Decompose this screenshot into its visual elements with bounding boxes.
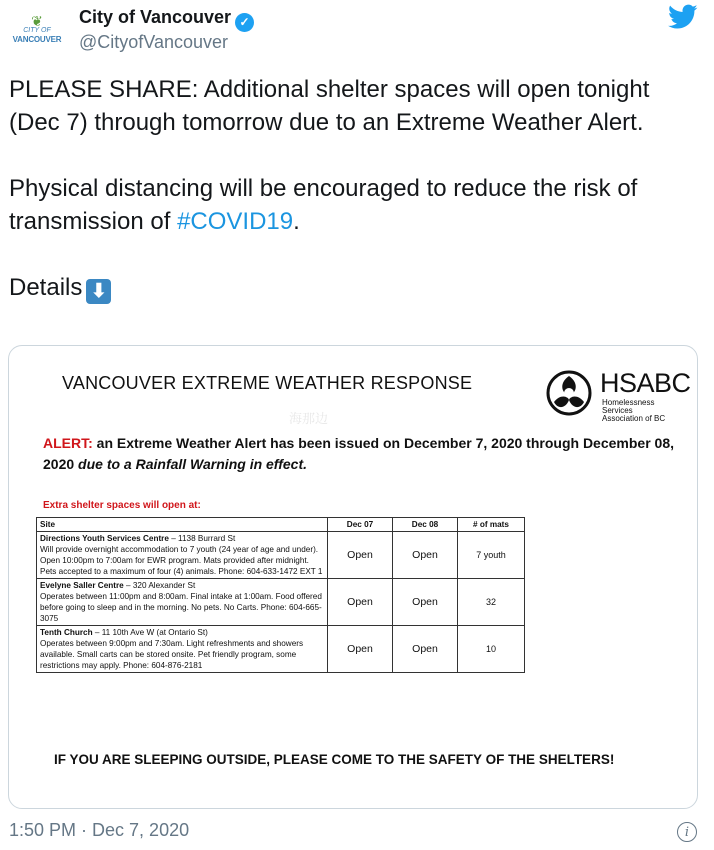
- alert-text: [43, 433, 683, 475]
- attached-image[interactable]: [8, 345, 698, 809]
- hsabc-logo: [546, 368, 691, 423]
- tweet-timestamp[interactable]: 1:50 PM · Dec 7, 2020: [9, 820, 190, 840]
- site-cell: [37, 532, 328, 579]
- dec08-cell: Open: [393, 579, 458, 626]
- alert-label: ALERT:: [43, 435, 93, 451]
- site-details: Will provide overnight accommodation to 7 youth (24 year of age and under). Open 10:00pm to 7:00am for EWR program. Mats provided after midnight. Pets accepted to a maximum of four (4) animals. Phone: 604-633-1472 EXT 1: [40, 545, 323, 576]
- site-details: Operates between 11:00pm and 8:00am. Final intake at 1:00am. Food offered before going to sleep and in the morning. No pets. No Carts. Phone: 604-665-3075: [40, 592, 322, 623]
- author-handle[interactable]: @CityofVancouver: [79, 32, 229, 52]
- table-header-row: [37, 518, 525, 532]
- table-row: [37, 579, 525, 626]
- col-header-mats: # of mats: [458, 518, 525, 532]
- site-name: Directions Youth Services Centre: [40, 534, 169, 543]
- avatar-text-1: CITY OF: [23, 26, 51, 34]
- shelter-table: [36, 517, 525, 673]
- logo-text: HSABC: [600, 368, 691, 398]
- hashtag-link[interactable]: #COVID19: [177, 208, 294, 235]
- alert-body: an Extreme Weather Alert has been issued on December 7, 2020 through December 08, 2020: [43, 435, 674, 472]
- table-row: [37, 532, 525, 579]
- mats-cell: 32: [458, 579, 525, 626]
- site-address: – 1138 Burrard St: [168, 534, 236, 543]
- avatar[interactable]: [6, 4, 68, 54]
- logo-sub-2: Association of BC: [602, 414, 666, 423]
- tweet-body: [9, 73, 699, 304]
- hsabc-logo-icon: [546, 370, 592, 416]
- tweet-paragraph-2: [9, 172, 699, 238]
- shelter-safety-message: IF YOU ARE SLEEPING OUTSIDE, PLEASE COME TO THE SAFETY OF THE SHELTERS!: [54, 752, 615, 767]
- document-title: VANCOUVER EXTREME WEATHER RESPONSE: [62, 373, 473, 393]
- twitter-bird-icon[interactable]: [668, 4, 698, 30]
- site-address: – 320 Alexander St: [123, 581, 196, 590]
- site-cell: [37, 626, 328, 673]
- dec08-cell: Open: [393, 532, 458, 579]
- dec07-cell: Open: [328, 579, 393, 626]
- author-name[interactable]: [79, 7, 254, 32]
- mats-cell: 7 youth: [458, 532, 525, 579]
- leaf-logo-icon: ❦: [31, 12, 43, 29]
- details-text: Details: [9, 274, 83, 301]
- col-header-dec07: Dec 07: [328, 518, 393, 532]
- logo-subtitle: [602, 399, 686, 423]
- tweet-paragraph-1: PLEASE SHARE: Additional shelter spaces will open tonight (Dec 7) through tomorrow due to an Extreme Weather Alert.: [9, 76, 650, 136]
- avatar-text-2: VANCOUVER: [12, 34, 62, 44]
- tweet-paragraph-2-end: .: [293, 208, 300, 235]
- site-name: Tenth Church: [40, 628, 93, 637]
- dec08-cell: Open: [393, 626, 458, 673]
- logo-sub-1: Homelessness Services: [602, 398, 655, 415]
- down-arrow-emoji-icon: ⬇: [86, 279, 111, 304]
- table-row: [37, 626, 525, 673]
- info-icon[interactable]: i: [677, 822, 697, 842]
- site-cell: [37, 579, 328, 626]
- author-name-text: City of Vancouver: [79, 7, 232, 27]
- site-address: – 11 10th Ave W (at Ontario St): [92, 628, 208, 637]
- site-details: Operates between 9:00pm and 7:30am. Light refreshments and showers available. Small carts can be stored onsite. Pet friendly program, some restrictions may apply. Phone: 604-876-2181: [40, 639, 304, 670]
- dec07-cell: Open: [328, 532, 393, 579]
- tweet-paragraph-3: [9, 271, 699, 304]
- tweet-paragraph-2-text: Physical distancing will be encouraged to reduce the risk of transmission of: [9, 175, 638, 235]
- extra-shelter-label: Extra shelter spaces will open at:: [43, 500, 201, 511]
- tweet-header: [0, 0, 714, 62]
- mats-cell: 10: [458, 626, 525, 673]
- verified-badge-icon: ✓: [235, 13, 254, 32]
- site-name: Evelyne Saller Centre: [40, 581, 124, 590]
- col-header-site: Site: [37, 518, 328, 532]
- dec07-cell: Open: [328, 626, 393, 673]
- alert-italic: due to a Rainfall Warning in effect.: [78, 456, 308, 472]
- col-header-dec08: Dec 08: [393, 518, 458, 532]
- watermark: 海那边: [289, 411, 329, 426]
